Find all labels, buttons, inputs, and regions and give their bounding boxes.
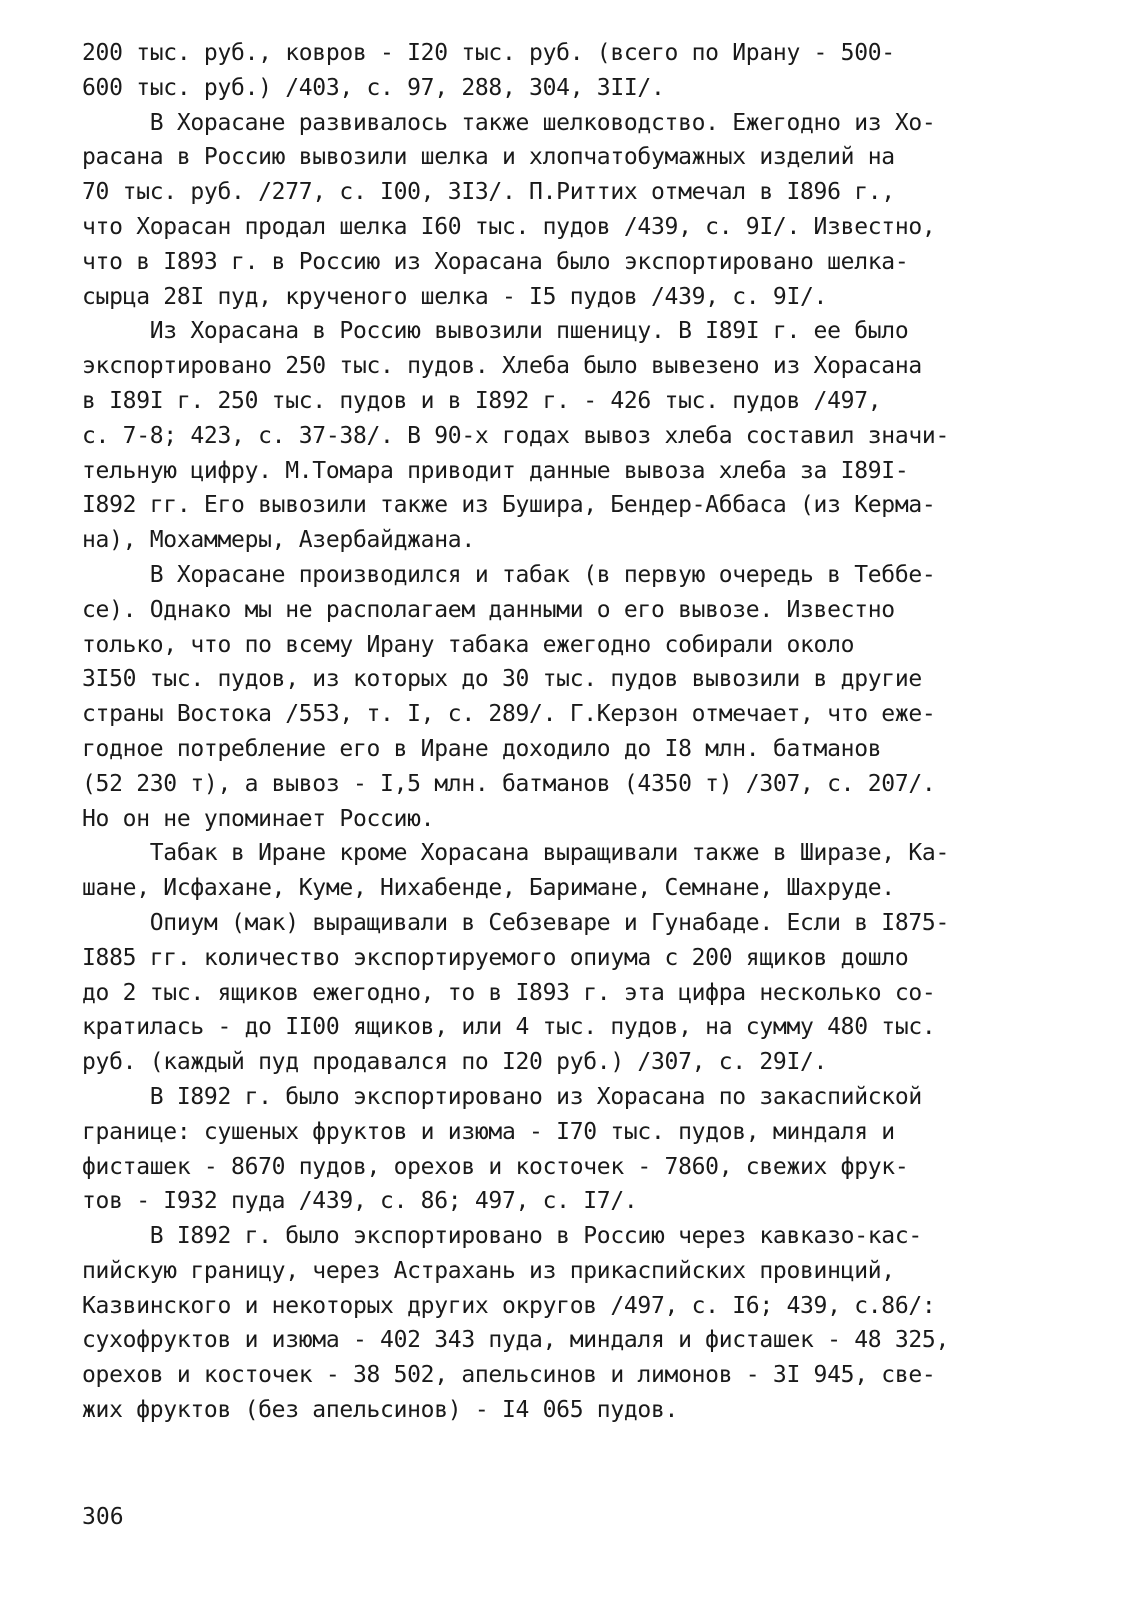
text-line: Табак в Иране кроме Хорасана выращивали также в Ширазе, Ка- (82, 840, 950, 867)
text-line: тельную цифру. М.Томара приводит данные вывоза хлеба за I89I- (82, 457, 909, 484)
text-line: сырца 28I пуд, крученого шелка - I5 пудов /439, с. 9I/. (82, 283, 828, 310)
text-line: 600 тыс. руб.) /403, с. 97, 288, 304, 3II/. (82, 74, 665, 101)
text-line: се). Однако мы не располагаем данными о его вывозе. Известно (82, 596, 895, 623)
text-line: I892 гг. Его вывозили также из Бушира, Бендер-Аббаса (из Керма- (82, 492, 936, 519)
text-line: что Хорасан продал шелка I60 тыс. пудов /439, с. 9I/. Известно, (82, 213, 936, 240)
text-line: в I89I г. 250 тыс. пудов и в I892 г. - 426 тыс. пудов /497, (82, 387, 882, 414)
text-line: 200 тыс. руб., ковров - I20 тыс. руб. (всего по Ирану - 500- (82, 40, 895, 66)
text-line: (52 230 т), а вывоз - I,5 млн. батманов (4350 т) /307, с. 207/. (82, 770, 936, 797)
text-line: Казвинского и некоторых других округов /497, с. I6; 439, с.86/: (82, 1292, 936, 1319)
body-text (82, 36, 1042, 1428)
text-line: В I892 г. было экспортировано в Россию через кавказо-кас- (82, 1223, 922, 1250)
text-line: сухофруктов и изюма - 402 343 пуда, миндаля и фисташек - 48 325, (82, 1327, 950, 1354)
text-line: экспортировано 250 тыс. пудов. Хлеба было вывезено из Хорасана (82, 353, 922, 380)
page-number: 306 (82, 1504, 124, 1530)
text-line: только, что по всему Ирану табака ежегодно собирали около (82, 631, 855, 658)
text-line: с. 7-8; 423, с. 37-38/. В 90-х годах вывоз хлеба составил значи- (82, 422, 950, 449)
text-line: I885 гг. количество экспортируемого опиума с 200 ящиков дошло (82, 944, 909, 971)
text-line: Из Хорасана в Россию вывозили пшеницу. В I89I г. ее было (82, 318, 909, 345)
text-line: Опиум (мак) выращивали в Себзеваре и Гунабаде. Если в I875- (82, 909, 950, 936)
text-line: шане, Исфахане, Куме, Нихабенде, Баримане, Семнане, Шахруде. (82, 875, 895, 902)
text-line: фисташек - 8670 пудов, орехов и косточек - 7860, свежих фрук- (82, 1153, 909, 1180)
text-line: на), Мохаммеры, Азербайджана. (82, 527, 475, 554)
text-line: годное потребление его в Иране доходило до I8 млн. батманов (82, 735, 882, 762)
text-line: страны Востока /553, т. I, с. 289/. Г.Керзон отмечает, что еже- (82, 701, 936, 728)
text-line: руб. (каждый пуд продавался по I20 руб.) /307, с. 29I/. (82, 1049, 828, 1076)
text-line: границе: сушеных фруктов и изюма - I70 тыс. пудов, миндаля и (82, 1118, 895, 1145)
text-line: В I892 г. было экспортировано из Хорасана по закаспийской (82, 1083, 922, 1110)
text-line: расана в Россию вывозили шелка и хлопчатобумажных изделий на (82, 144, 895, 171)
text-line: кратилась - до II00 ящиков, или 4 тыс. пудов, на сумму 480 тыс. (82, 1014, 936, 1041)
text-line: 3I50 тыс. пудов, из которых до 30 тыс. пудов вывозили в другие (82, 666, 922, 693)
text-line: В Хорасане производился и табак (в первую очередь в Теббе- (82, 561, 936, 588)
text-line: Но он не упоминает Россию. (82, 805, 435, 832)
text-line: В Хорасане развивалось также шелководство. Ежегодно из Хо- (82, 109, 936, 136)
text-line: жих фруктов (без апельсинов) - I4 065 пудов. (82, 1397, 679, 1424)
text-line: 70 тыс. руб. /277, с. I00, 3I3/. П.Риттих отмечал в I896 г., (82, 179, 895, 206)
text-line: пийскую границу, через Астрахань из прикаспийских провинций, (82, 1257, 895, 1284)
text-line: тов - I932 пуда /439, с. 86; 497, с. I7/. (82, 1188, 638, 1215)
text-line: что в I893 г. в Россию из Хорасана было экспортировано шелка- (82, 248, 909, 275)
text-line: до 2 тыс. ящиков ежегодно, то в I893 г. эта цифра несколько со- (82, 979, 936, 1006)
text-line: орехов и косточек - 38 502, апельсинов и лимонов - 3I 945, све- (82, 1362, 936, 1389)
